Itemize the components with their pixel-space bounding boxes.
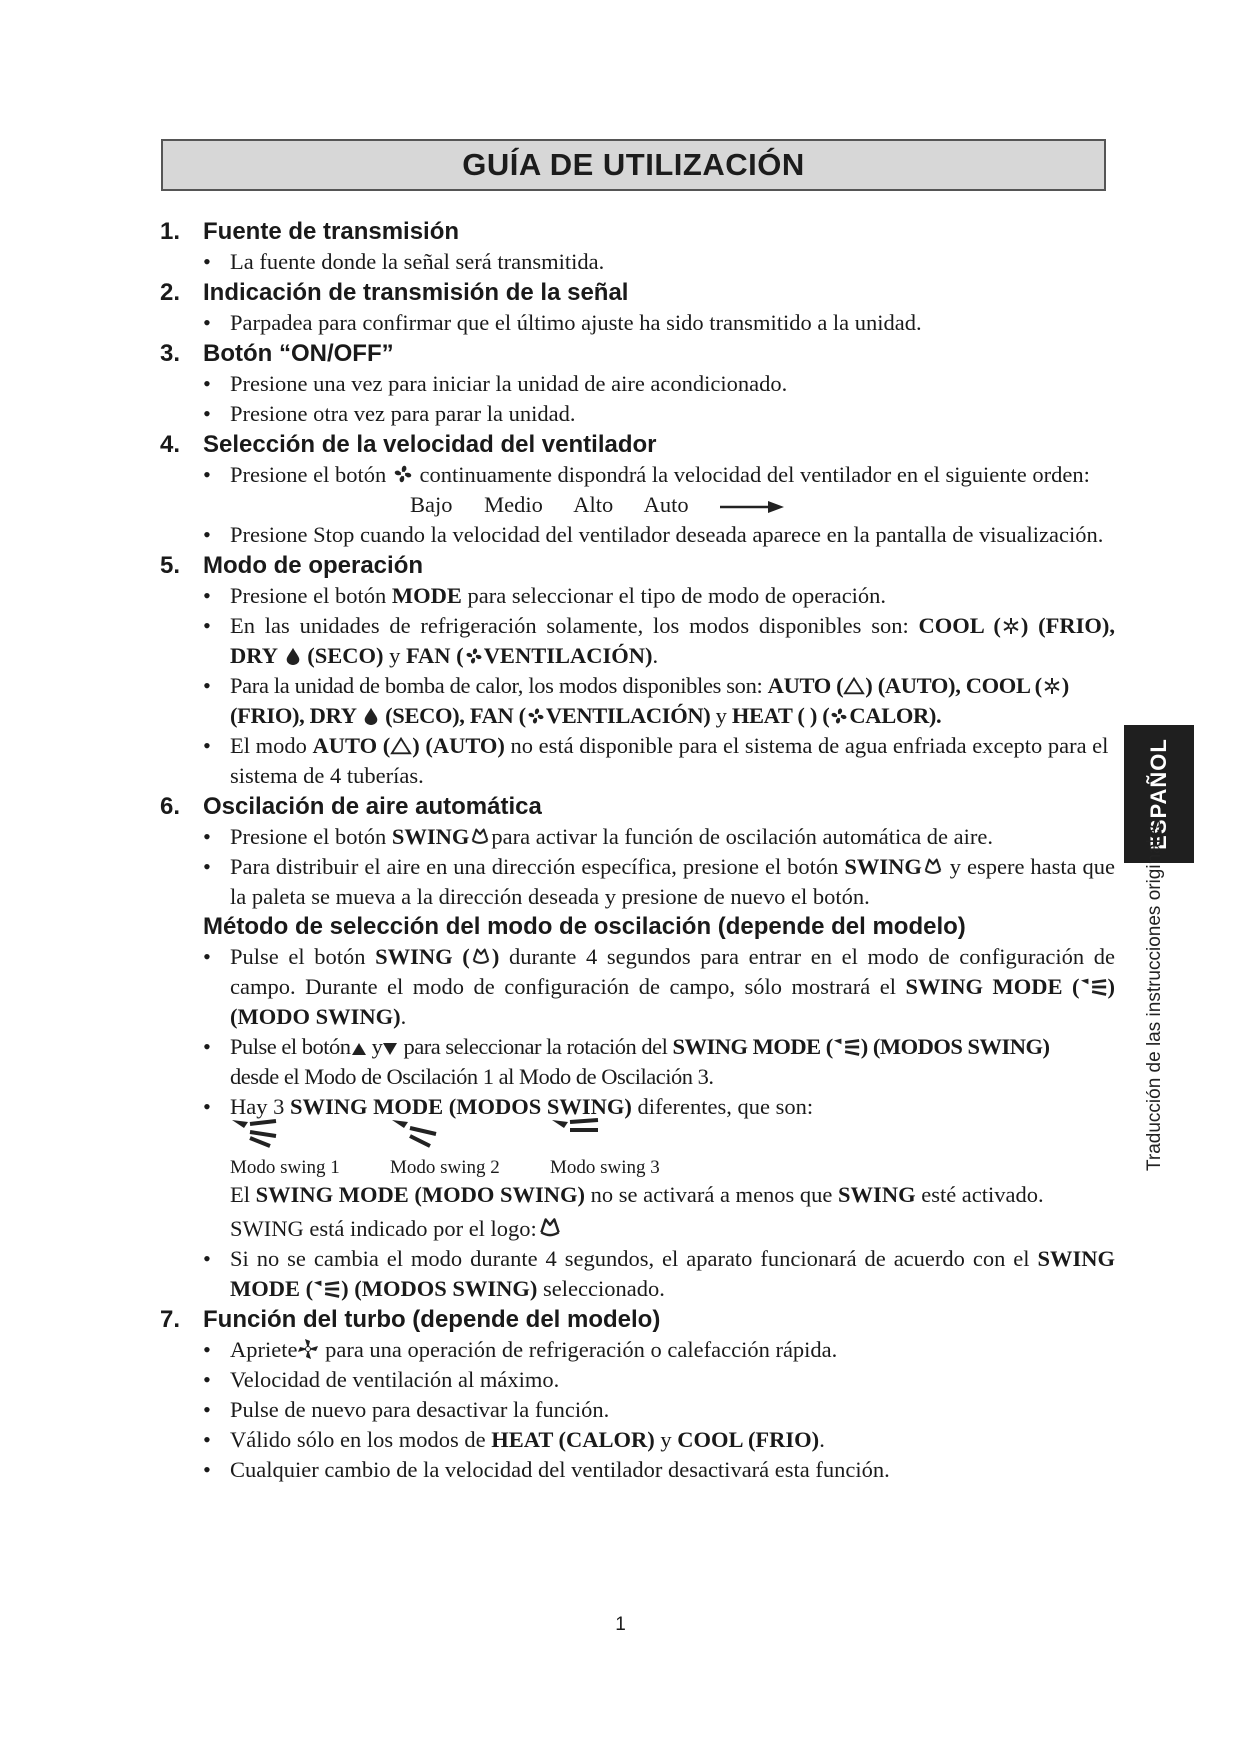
swing-keyword: SWING — [844, 854, 922, 879]
turbo-icon — [297, 1338, 319, 1360]
list-item — [160, 611, 1115, 671]
dry-keyword: DRY — [230, 643, 278, 668]
cool-keyword: COOL ( — [918, 613, 1001, 638]
auto-keyword: AUTO ( — [312, 733, 391, 758]
bullet: • — [203, 462, 211, 487]
heat-keyword: HEAT ( ) ( — [731, 703, 830, 728]
frio-keyword: ) (FRIO), — [1020, 613, 1115, 638]
list-item — [160, 731, 1115, 791]
bullet-text — [230, 1032, 1115, 1092]
section-title: Selección de la velocidad del ventilador — [203, 431, 657, 458]
section-title: Fuente de transmisión — [203, 218, 460, 245]
bullet: • — [203, 1457, 211, 1482]
section-number: 2. — [160, 279, 181, 306]
list-item — [160, 1395, 1115, 1425]
up-arrow-icon — [351, 1041, 367, 1057]
text-run: Pulse el botón — [230, 944, 366, 969]
bullet-text — [230, 671, 1115, 731]
bullet-text — [230, 852, 1115, 912]
section-heading-3 — [160, 339, 1115, 369]
text-run: y — [371, 1034, 383, 1059]
swing-icon — [470, 945, 492, 967]
list-item — [160, 247, 1115, 277]
swing-icon — [537, 1214, 563, 1240]
mode-keyword: MODE — [391, 583, 462, 608]
swing-mode-keyword: SWING MODE ( — [230, 1246, 1115, 1301]
swing-keyword: SWING — [838, 1182, 916, 1207]
list-item — [160, 369, 1115, 399]
list-item — [160, 581, 1115, 611]
drop-icon — [362, 706, 380, 726]
text-run: no se activará a menos que — [590, 1182, 833, 1207]
bullet: • — [203, 1034, 211, 1059]
fan-speed-sequence — [160, 490, 1115, 520]
bullet: • — [203, 1337, 211, 1362]
text-run: Presione el botón — [230, 583, 387, 608]
list-item — [160, 460, 1115, 490]
swing-note-1 — [160, 1180, 1115, 1210]
list-item — [160, 1335, 1115, 1365]
bullet: • — [203, 673, 211, 698]
bullet-text: Pulse de nuevo para desactivar la función. — [230, 1397, 610, 1422]
ventilacion-keyword: VENTILACIÓN) — [545, 703, 711, 728]
text-run: y espere hasta que la paleta se mueva a la dirección deseada y presione de nuevo el botón. — [230, 854, 1116, 909]
bullet-text — [230, 1335, 1115, 1365]
list-item — [160, 1244, 1115, 1304]
side-note: Traducción de las instrucciones originales — [1144, 818, 1165, 1172]
bullet: • — [203, 1094, 211, 1119]
text-run: El modo — [230, 733, 307, 758]
swing-mode-label: Modo swing 1 — [230, 1157, 340, 1178]
heat-icon — [829, 706, 849, 726]
text-run: . — [819, 1427, 825, 1452]
section-number: 6. — [160, 793, 181, 820]
swing-mode-1-icon — [230, 1118, 390, 1156]
modo-swing-keyword: ) (MODO SWING) — [230, 974, 1115, 1029]
list-item — [160, 942, 1115, 1032]
section-number: 1. — [160, 218, 181, 245]
bullet-text — [230, 611, 1115, 671]
text-run: diferentes, que son: — [637, 1094, 814, 1119]
language-tab-label: ESPAÑOL — [1146, 738, 1171, 850]
bullet: • — [203, 1367, 211, 1392]
list-item — [160, 1365, 1115, 1395]
swing-mode-icon — [833, 1037, 861, 1057]
swing-modes-labels — [160, 1156, 1115, 1180]
list-item — [160, 822, 1115, 852]
section-number: 5. — [160, 552, 181, 579]
text-run: ) — [1061, 673, 1069, 698]
auto-cool-keyword: ) (AUTO), COOL ( — [865, 673, 1042, 698]
title-box — [161, 139, 1106, 191]
text-run: El — [230, 1182, 250, 1207]
bullet-text: Presione Stop cuando la velocidad del ventilador deseada aparece en la pantalla de visualización. — [230, 522, 1104, 547]
section-number: 3. — [160, 340, 181, 367]
text-run: y — [660, 1427, 672, 1452]
swing-mode-2-icon — [390, 1118, 550, 1156]
bullet: • — [203, 522, 211, 547]
section-heading-2 — [160, 278, 1115, 308]
bullet: • — [203, 249, 211, 274]
seco-fan-keyword: (SECO), FAN ( — [385, 703, 526, 728]
section-title: Botón “ON/OFF” — [203, 340, 394, 367]
ventilacion-keyword: VENTILACIÓN) — [483, 643, 653, 668]
list-item — [160, 852, 1115, 912]
bullet-text — [230, 460, 1115, 490]
speed-low: Bajo — [410, 492, 453, 517]
bullet: • — [203, 854, 211, 879]
swing-note-2 — [160, 1214, 1115, 1244]
swing-mode-keyword: SWING MODE (MODOS SWING) — [290, 1094, 632, 1119]
list-item — [160, 308, 1115, 338]
bullet: • — [203, 1246, 211, 1271]
speed-high: Alto — [573, 492, 614, 517]
bullet: • — [203, 401, 211, 426]
instructions-content — [160, 216, 1115, 1485]
swing-mode-3-icon — [550, 1118, 710, 1156]
fan-icon — [526, 706, 546, 726]
seco-keyword: (SECO) — [307, 643, 384, 668]
swing-mode-keyword: SWING MODE ( — [672, 1034, 833, 1059]
fan-icon — [392, 463, 414, 485]
text-run: Pulse el botón — [230, 1034, 351, 1059]
text-run: seleccionado. — [543, 1276, 665, 1301]
list-item — [160, 1455, 1115, 1485]
swing-mode-keyword: SWING MODE ( — [905, 974, 1080, 999]
list-item — [160, 1425, 1115, 1455]
bullet-text — [230, 731, 1115, 791]
bullet: • — [203, 1427, 211, 1452]
text-run: Hay 3 — [230, 1094, 285, 1119]
cool-keyword: COOL (FRIO) — [677, 1427, 820, 1452]
bullet-text: Presione una vez para iniciar la unidad de aire acondicionado. — [230, 371, 788, 396]
section-heading-1 — [160, 217, 1115, 247]
swing-keyword: SWING — [391, 824, 470, 849]
bullet-text — [230, 822, 1115, 852]
swing-mode-icon — [1080, 977, 1108, 997]
text-run: durante 4 segundos para entrar en el modo de configuración de campo. Durante el modo de configuración de campo, sólo mostrará el — [230, 944, 1116, 999]
modos-swing-keyword: ) (MODOS SWING) — [341, 1276, 538, 1301]
list-item — [160, 520, 1115, 550]
speed-auto: Auto — [643, 492, 689, 517]
auto-keyword: ) (AUTO) — [412, 733, 505, 758]
text-run: y — [715, 703, 727, 728]
modos-swing-keyword: ) (MODOS SWING) — [860, 1034, 1050, 1059]
heat-keyword: HEAT (CALOR) — [491, 1427, 655, 1452]
down-arrow-icon — [382, 1041, 398, 1057]
bullet: • — [203, 613, 211, 638]
text-run: Para distribuir el aire en una dirección específica, presione el botón — [230, 854, 839, 879]
swing-icon — [922, 855, 944, 877]
text-run: para seleccionar la rotación del — [403, 1034, 668, 1059]
calor-keyword: CALOR). — [849, 703, 942, 728]
text-run: para activar la función de oscilación automática de aire. — [491, 824, 994, 849]
section-title: Modo de operación — [203, 552, 424, 579]
text-run: esté activado. — [921, 1182, 1044, 1207]
swing-mode-label: Modo swing 3 — [550, 1157, 660, 1178]
section-heading-6 — [160, 792, 1115, 822]
section-number: 4. — [160, 431, 181, 458]
frio-dry-keyword: (FRIO), DRY — [230, 703, 357, 728]
text-run: ) — [491, 944, 500, 969]
text-run: para una operación de refrigeración o calefacción rápida. — [325, 1337, 838, 1362]
text-run: . — [652, 643, 659, 668]
section-title: Oscilación de aire automática — [203, 793, 542, 820]
bullet: • — [203, 824, 211, 849]
section-title: Función del turbo (depende del modelo) — [203, 1306, 661, 1333]
swing-mode-icon — [313, 1279, 341, 1299]
section-heading-7 — [160, 1305, 1115, 1335]
bullet: • — [203, 371, 211, 396]
page-number: 1 — [615, 1614, 626, 1635]
swing-icon — [469, 825, 491, 847]
text-run: SWING está indicado por el logo: — [230, 1216, 537, 1241]
swing-modes-icons — [160, 1122, 1115, 1156]
text-run: Presione el botón — [230, 462, 387, 487]
bullet: • — [203, 310, 211, 335]
section-heading-4 — [160, 430, 1115, 460]
text-run: Válido sólo en los modos de — [230, 1427, 486, 1452]
triangle-icon — [843, 676, 865, 696]
drop-icon — [284, 646, 302, 666]
bullet-text: La fuente donde la señal será transmitida. — [230, 249, 605, 274]
fan-keyword: FAN ( — [405, 643, 464, 668]
bullet-text — [230, 581, 1115, 611]
text-run: . — [400, 1004, 407, 1029]
swing-keyword: SWING ( — [375, 944, 470, 969]
snowflake-icon — [1042, 676, 1062, 696]
bullet-text — [230, 1244, 1115, 1304]
text-run: Para la unidad de bomba de calor, los modos disponibles son: — [230, 673, 763, 698]
section-title: Indicación de transmisión de la señal — [203, 279, 629, 306]
snowflake-icon — [1001, 616, 1021, 636]
text-run: no está disponible para el sistema de agua enfriada excepto para el sistema de 4 tuberías. — [230, 733, 1109, 788]
section-number: 7. — [160, 1306, 181, 1333]
bullet-text: Velocidad de ventilación al máximo. — [230, 1367, 560, 1392]
bullet: • — [203, 583, 211, 608]
text-run: desde el Modo de Oscilación 1 al Modo de Oscilación 3. — [230, 1064, 714, 1089]
text-run: Si no se cambia el modo durante 4 segundos, el aparato funcionará de acuerdo con el — [230, 1246, 1030, 1271]
text-run: y — [389, 643, 401, 668]
bullet-text: Cualquier cambio de la velocidad del ventilador desactivará esta función. — [230, 1457, 890, 1482]
bullet: • — [203, 944, 211, 969]
text-run: continuamente dispondrá la velocidad del ventilador en el siguiente orden: — [419, 462, 1090, 487]
bullet-text: Presione otra vez para parar la unidad. — [230, 401, 576, 426]
text-run: En las unidades de refrigeración solamente, los modos disponibles son: — [230, 613, 909, 638]
section-heading-5 — [160, 551, 1115, 581]
bullet: • — [203, 1397, 211, 1422]
fan-icon — [464, 646, 484, 666]
bullet-text — [230, 1425, 1115, 1455]
speed-medium: Medio — [484, 492, 543, 517]
triangle-icon — [390, 736, 412, 756]
bullet-text: Parpadea para confirmar que el último ajuste ha sido transmitido a la unidad. — [230, 310, 922, 335]
list-item — [160, 1032, 1115, 1092]
arrow-icon — [720, 500, 786, 514]
bullet: • — [203, 733, 211, 758]
swing-mode-label: Modo swing 2 — [390, 1157, 500, 1178]
auto-keyword: AUTO ( — [767, 673, 844, 698]
text-run: Apriete — [230, 1337, 298, 1362]
text-run: Presione el botón — [230, 824, 387, 849]
swing-mode-keyword: SWING MODE (MODO SWING) — [255, 1182, 586, 1207]
bullet-text — [230, 942, 1115, 1032]
text-run: para seleccionar el tipo de modo de operación. — [467, 583, 887, 608]
list-item — [160, 399, 1115, 429]
page-title: GUÍA DE UTILIZACIÓN — [462, 147, 805, 182]
list-item — [160, 671, 1115, 731]
subsection-heading: Método de selección del modo de oscilación (depende del modelo) — [203, 913, 966, 940]
